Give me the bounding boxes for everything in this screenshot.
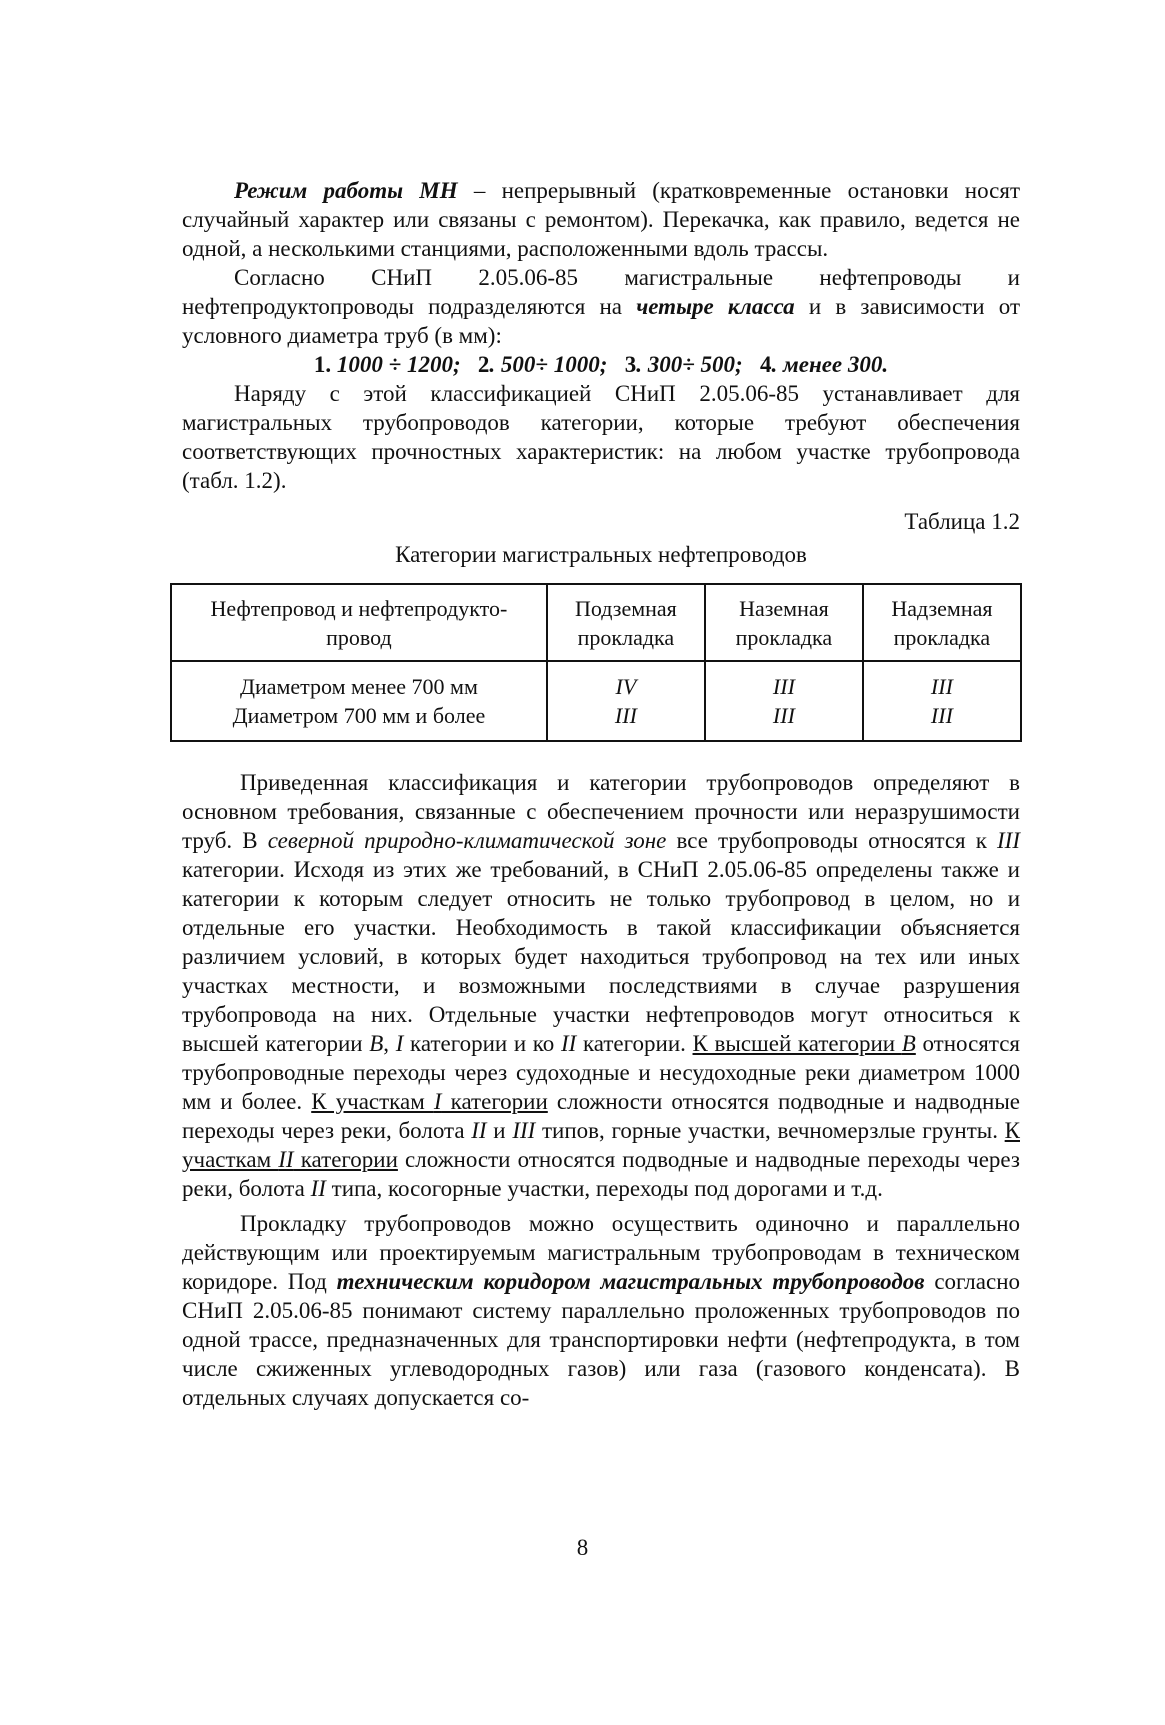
table-caption: Категории магистральных нефтепроводов	[395, 542, 807, 567]
class-list: 1. 1000 ÷ 1200; 2. 500÷ 1000; 3. 300÷ 500; 4. менее 300.	[313, 352, 889, 377]
paragraph-categories-intro: Наряду с этой классификацией СНиП 2.05.06-85 устанавливает для магистральных трубопроводов категории, которые требуют обеспечения соответствующих прочностных характеристик: на любом участке трубопровода (табл. 1.2).	[182, 381, 1020, 493]
paragraph-classification: Приведенная классификация и категории трубопроводов определяют в основном требования, связанные с обеспечением прочности или неразрушимости труб. В северной природно-климатической зоне все трубопроводы относятся к III категории. Исходя из этих же требований, в СНиП 2.05.06-85 определены также и категории к которым следует относить не только трубопровод в целом, но и отдельные его участки. Необходимость в такой классификации объясняется различием условий, в которых будет находиться трубопровод на тех или иных участках местности, и возможными последствиями в случае разрушения трубопровода на них. Отдельные участки нефтепроводов могут относиться к высшей категории В, I категории и ко II категории. К высшей категории В относятся трубопроводные переходы через судоходные и несудоходные реки диаметром 1000 мм и более. К участкам I категории сложности относятся подводные и надводные переходы через реки, болота II и III типов, горные участки, вечномерзлые грунты. К участкам II категории сложности относятся подводные и надводные переходы через реки, болота II типа, косогорные участки, переходы под дорогами и т.д.	[182, 770, 1021, 1201]
term-operating-mode: Режим работы МН	[234, 178, 458, 203]
term-four-classes: четыре класса	[636, 294, 795, 319]
paragraph-operating-mode: Режим работы МН – непрерывный (кратковременные остановки носят случайный характер или связаны с ремонтом). Перекачка, как правило, ведется не одной, а несколькими станциями, расположенными вдоль трассы.	[182, 178, 1020, 261]
table-header-row	[171, 584, 1021, 661]
header-ground: Наземная прокладка	[705, 584, 863, 661]
row-diameter-small: Диаметром менее 700 мм	[239, 674, 478, 699]
table-row: Диаметром менее 700 мм Диаметром 700 мм и более IV III III III III III	[171, 661, 1021, 741]
table-label: Таблица 1.2	[904, 509, 1020, 534]
header-aboveground: Надземная прокладка	[863, 584, 1021, 661]
term-technical-corridor: техническим коридором магистральных трубопроводов	[336, 1269, 925, 1294]
paragraph-classes: Согласно СНиП 2.05.06-85 магистральные нефтепроводы и нефтепродуктопроводы подразделяются на четыре класса и в зависимости от условного диаметра труб (в мм):	[182, 265, 1020, 348]
categories-table	[170, 583, 1022, 742]
page-number: 8	[576, 1535, 589, 1560]
paragraph-technical-corridor: Прокладку трубопроводов можно осуществить одиночно и параллельно действующим или проектируемым магистральным трубопроводам в техническом коридоре. Под техническим коридором магистральных трубопроводов согласно СНиП 2.05.06-85 понимают систему параллельно проложенных трубопроводов по одной трассе, предназначенных для транспортировки нефти (нефтепродукта, в том числе сжиженных углеводородных газов) или газа (газового конденсата). В отдельных случаях допускается со-	[182, 1211, 1021, 1410]
intro-block	[182, 176, 1020, 569]
header-pipeline: Нефтепровод и нефтепродукто- провод	[171, 584, 547, 661]
header-underground: Подземная прокладка	[547, 584, 705, 661]
row-diameter-large: Диаметром 700 мм и более	[232, 703, 486, 728]
body-block	[182, 768, 1020, 1412]
